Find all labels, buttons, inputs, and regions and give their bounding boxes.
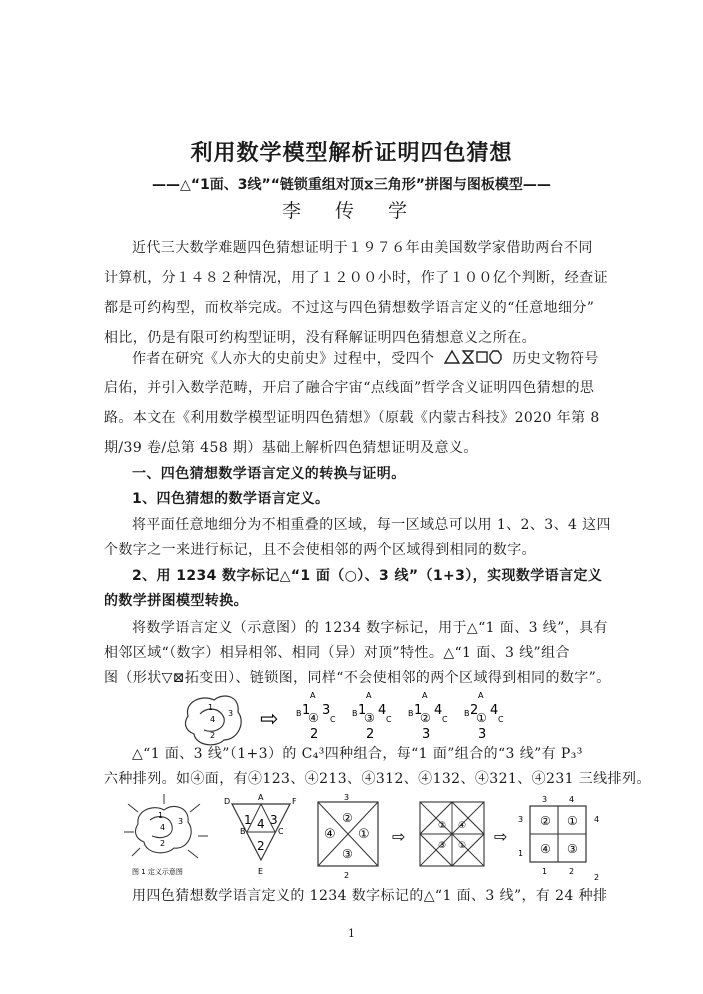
svg-text:2: 2: [569, 867, 575, 876]
svg-text:1: 1: [244, 813, 252, 827]
paragraph-line: 近代三大数学难题四色猜想证明于１９７６年由美国数学家借助两台不同: [132, 240, 593, 256]
blob-label: 2: [210, 731, 216, 740]
page-title: 利用数学模型解析证明四色猜想: [190, 141, 513, 166]
svg-text:C: C: [498, 715, 504, 724]
svg-text:A: A: [366, 691, 372, 700]
svg-text:C: C: [330, 715, 336, 724]
svg-text:4: 4: [378, 703, 387, 718]
paragraph-line: 相邻区域“（数字）相异相邻、相同（异）对顶”特性。△“1 面、3 线”组合: [104, 645, 570, 661]
svg-text:3: 3: [344, 793, 350, 802]
paragraph-line: △“1 面、3 线”（1+3）的 C₄³四种组合，每“1 面”组合的“3 线”有 P₃³: [132, 746, 583, 762]
figure-caption: 图 1 定义示意图: [132, 868, 183, 876]
svg-text:B: B: [296, 709, 302, 718]
svg-text:B: B: [240, 827, 246, 836]
svg-text:C: C: [442, 715, 448, 724]
tri-diagram-2: [352, 691, 392, 742]
svg-text:①: ①: [458, 841, 467, 851]
svg-text:B: B: [464, 709, 470, 718]
svg-text:3: 3: [422, 727, 431, 742]
region-blob-diagram: [186, 696, 242, 745]
figure-row-1: [180, 686, 520, 752]
svg-text:①: ①: [567, 814, 578, 828]
svg-text:4: 4: [490, 703, 499, 718]
svg-text:2: 2: [160, 839, 166, 848]
blob-label: 3: [228, 709, 234, 718]
artifact-symbols-icon: [444, 349, 502, 365]
tri-diagram-1: [296, 691, 336, 742]
svg-text:3: 3: [322, 703, 331, 718]
paragraph-line: 将平面任意地细分为不相重叠的区域，每一区域总可以用 1、2、3、4 这四: [132, 517, 611, 533]
section-heading: 一、四色猜想数学语言定义的转换与证明。: [132, 466, 406, 482]
svg-text:A: A: [478, 691, 484, 700]
svg-text:2: 2: [344, 871, 350, 880]
paragraph-line: 期/39 卷/总第 458 期）基础上解析四色猜想证明及意义。: [104, 440, 478, 456]
blob-label: 4: [210, 715, 216, 724]
svg-text:④: ④: [540, 842, 551, 856]
svg-text:1: 1: [414, 703, 423, 718]
blob-label: 1: [208, 703, 214, 712]
svg-text:2: 2: [594, 873, 600, 880]
subsection-heading: 1、四色猜想的数学语言定义。: [132, 491, 330, 507]
author-name: 李 传 学: [281, 200, 422, 222]
grid-diagram: [518, 795, 599, 880]
paragraph-line: 个数字之一来进行标记，且不会使相邻的两个区域得到相同的数字。: [104, 542, 536, 558]
svg-text:2: 2: [366, 727, 375, 742]
svg-text:E: E: [258, 867, 264, 876]
paragraph-line: 六种排列。如④面，有④123、④213、④312、④132、④321、④231 三线排列。: [104, 771, 651, 787]
square-diagram: [318, 793, 378, 880]
svg-text:C: C: [278, 827, 284, 836]
paragraph-line: 启佑，并引入数学范畴，开启了融合宇宙“点线面”哲学含义证明四色猜想的思: [104, 380, 595, 396]
svg-text:3: 3: [518, 815, 524, 824]
svg-text:2: 2: [310, 727, 319, 742]
svg-text:2: 2: [257, 839, 265, 853]
svg-text:1: 1: [358, 703, 367, 718]
paragraph-line: 都是可约构型，而枚举完成。不过这与四色猜想数学语言定义的“任意地细分”: [104, 300, 595, 316]
paragraph-line: 路。本文在《利用数学模型证明四色猜想》（原载《内蒙古科技》2020 年第 8: [104, 410, 600, 426]
svg-text:D: D: [224, 797, 231, 806]
svg-text:③: ③: [567, 842, 578, 856]
paragraph-line: 图（形状▽⊠拓变田）、链锁图，同样“不会使相邻的两个区域得到相同的数字”。: [104, 670, 611, 686]
svg-text:4: 4: [160, 823, 166, 832]
svg-text:②: ②: [540, 814, 551, 828]
svg-text:④: ④: [458, 821, 467, 831]
tri-diagram-4: [464, 691, 504, 742]
paragraph-line: 相比，仍是有限可约构型证明，没有释解证明四色猜想意义之所在。: [104, 330, 536, 346]
svg-text:1: 1: [302, 703, 311, 718]
svg-text:1: 1: [542, 867, 548, 876]
svg-text:4: 4: [594, 815, 600, 824]
page-number: 1: [348, 927, 355, 940]
paragraph-text: 作者在研究《人亦大的史前史》过程中，受四个: [132, 351, 435, 367]
definition-diagram: [124, 794, 208, 876]
arrow-icon: ⇨: [392, 827, 406, 846]
svg-text:1: 1: [158, 811, 164, 820]
triangle-diagram: [224, 793, 297, 876]
svg-text:③: ③: [438, 841, 447, 851]
page-subtitle: ——△“1面、3线”“链锁重组对顶⧖三角形”拼图与图板模型——: [152, 177, 551, 193]
paragraph-line: 用四色猜想数学语言定义的 1234 数字标记的△“1 面、3 线”，有 24 种排: [132, 888, 608, 904]
svg-text:A: A: [258, 793, 264, 802]
svg-text:③: ③: [364, 711, 375, 725]
paragraph-line: 将数学语言定义（示意图）的 1234 数字标记，用于△“1 面、3 线”，具有: [132, 620, 608, 636]
svg-text:③: ③: [342, 847, 353, 861]
paragraph-line: 计算机，分１４８２种情况，用了１２００小时，作了１００亿个判断，经查证: [104, 270, 608, 286]
svg-text:B: B: [408, 709, 414, 718]
svg-text:C: C: [386, 715, 392, 724]
svg-text:3: 3: [542, 795, 548, 804]
svg-text:①: ①: [476, 711, 487, 725]
svg-text:1: 1: [518, 849, 524, 858]
svg-text:2: 2: [470, 703, 479, 718]
svg-text:B: B: [352, 709, 358, 718]
subsection-heading: 的数学拼图模型转换。: [104, 593, 248, 609]
diamond-diagram: [420, 802, 484, 866]
svg-text:F: F: [292, 797, 297, 806]
svg-text:④: ④: [308, 711, 319, 725]
svg-text:3: 3: [270, 813, 278, 827]
paragraph-text: 历史文物符号: [512, 351, 599, 367]
svg-text:3: 3: [478, 727, 487, 742]
figure-row-2: [118, 790, 608, 880]
svg-text:④: ④: [324, 827, 336, 842]
paragraph-line: [132, 349, 604, 369]
svg-text:4: 4: [434, 703, 443, 718]
svg-text:4: 4: [257, 817, 265, 831]
svg-text:②: ②: [420, 711, 431, 725]
svg-text:②: ②: [342, 811, 353, 825]
svg-text:4: 4: [569, 795, 575, 804]
tri-diagram-3: [408, 691, 448, 742]
subsection-heading: 2、用 1234 数字标记△“1 面（○）、3 线”（1+3），实现数学语言定义: [132, 568, 603, 584]
svg-text:②: ②: [438, 821, 447, 831]
svg-text:A: A: [422, 691, 428, 700]
svg-text:A: A: [310, 691, 316, 700]
svg-text:3: 3: [178, 817, 184, 826]
arrow-icon: ⇨: [260, 707, 279, 732]
arrow-icon: ⇨: [494, 827, 508, 846]
svg-text:①: ①: [358, 827, 370, 842]
